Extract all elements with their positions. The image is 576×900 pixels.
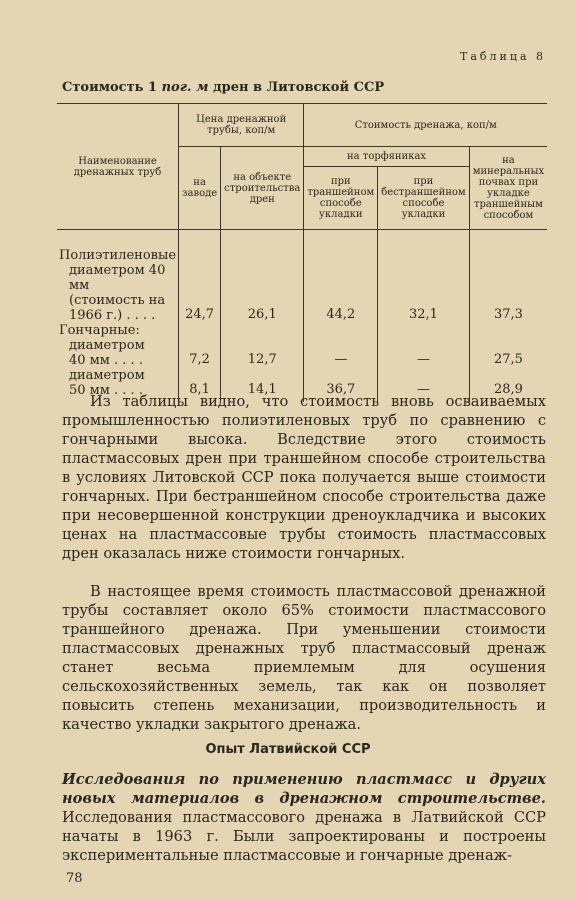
header-price-factory: на заводе — [179, 147, 221, 230]
row-name-line: диаметром 40 мм — [69, 263, 166, 293]
cell-value: 36,7 — [304, 368, 378, 402]
table-title-suffix: дрен в Литовской ССР — [208, 80, 385, 95]
header-cost-group: Стоимость дренажа, коп/м — [304, 104, 547, 147]
cell-value: 37,3 — [469, 230, 547, 324]
cell-value: — — [378, 338, 469, 368]
cell-value: 24,7 — [179, 230, 221, 324]
header-peat-trench: при траншейном способе укладки — [304, 167, 378, 230]
cell-value: — — [378, 368, 469, 402]
cell-value: — — [304, 338, 378, 368]
table-row — [57, 230, 547, 324]
cell-value — [221, 323, 304, 338]
row-name-line: диаметром — [69, 338, 145, 353]
cell-value: 26,1 — [221, 230, 304, 324]
header-peat-trenchless: при бестраншейном способе укладки — [378, 167, 469, 230]
table-title-unit: пог. м — [161, 80, 209, 95]
cell-value: 7,2 — [179, 338, 221, 368]
table-title — [62, 80, 384, 95]
table-row — [57, 323, 547, 338]
paragraph-lead: Исследования по применению пластмасс и других новых материалов в дренажном строительстве. — [62, 771, 546, 807]
row-name-line: Гончарные: — [59, 323, 140, 338]
section-title: Опыт Латвийской ССР — [205, 742, 371, 757]
header-name: Наименование дренажных труб — [57, 104, 179, 230]
row-name-line: диаметром — [69, 368, 145, 383]
paragraph — [62, 770, 546, 865]
cell-value — [378, 323, 469, 338]
cell-value: 14,1 — [221, 368, 304, 402]
page-number: 78 — [66, 871, 83, 886]
cell-value: 44,2 — [304, 230, 378, 324]
cell-value — [179, 323, 221, 338]
row-name-line: (стоимость на — [69, 293, 166, 308]
table-title-prefix: Стоимость 1 — [62, 80, 162, 95]
cell-value: 12,7 — [221, 338, 304, 368]
row-name-line: 40 мм . . . . — [69, 353, 143, 368]
cell-value: 28,9 — [469, 368, 547, 402]
cost-table — [57, 103, 547, 402]
header-peat-group: на торфяниках — [304, 147, 469, 167]
paragraph: Из таблицы видно, что стоимость вновь осваиваемых промышленностью полиэтиленовых труб по сравнению с гончарными высока. Вследствие этого стоимость пластмассовых дрен при траншейном способе строительства в условиях Литовской ССР пока получается выше стоимости гончарных. При бестраншейном способе строительства даже при несовершенной конструкции дреноукладчика и высоких ценах на пластмассовые трубы стоимость пластмассовых дрен оказалась ниже стоимости гончарных. — [62, 393, 546, 562]
paragraph-text: Исследования пластмассового дренажа в Латвийской ССР начаты в 1963 г. Были запроектированы и построены экспериментальные пластмассовые и гончарные дренаж- — [62, 809, 546, 864]
cell-value: 32,1 — [378, 230, 469, 324]
row-name-line: 50 мм . . . . — [69, 383, 143, 398]
cell-value: 27,5 — [469, 338, 547, 368]
paragraph: В настоящее время стоимость пластмассовой дренажной трубы составляет около 65% стоимости пластмассового траншейного дренажа. При уменьшении стоимости пластмассовых дренажных труб пластмассовый дренаж станет весьма приемлемым для осушения сельскохозяйственных земель, так как он позволяет повысить степень механизации, производительность и качество укладки закрытого дренажа. — [62, 583, 546, 733]
header-mineral: на минеральных почвах при укладке траншейным способом — [469, 147, 547, 230]
cell-value — [469, 323, 547, 338]
table-row — [57, 338, 547, 368]
row-name-line: Полиэтиленовые — [59, 248, 177, 263]
table-number-label: Таблица 8 — [460, 50, 546, 63]
row-name-line: 1966 г.) . . . . — [69, 308, 156, 323]
header-price-site: на объекте строительства дрен — [221, 147, 304, 230]
cell-value — [304, 323, 378, 338]
cell-value: 8,1 — [179, 368, 221, 402]
header-price-group: Цена дренажной трубы, коп/м — [179, 104, 304, 147]
